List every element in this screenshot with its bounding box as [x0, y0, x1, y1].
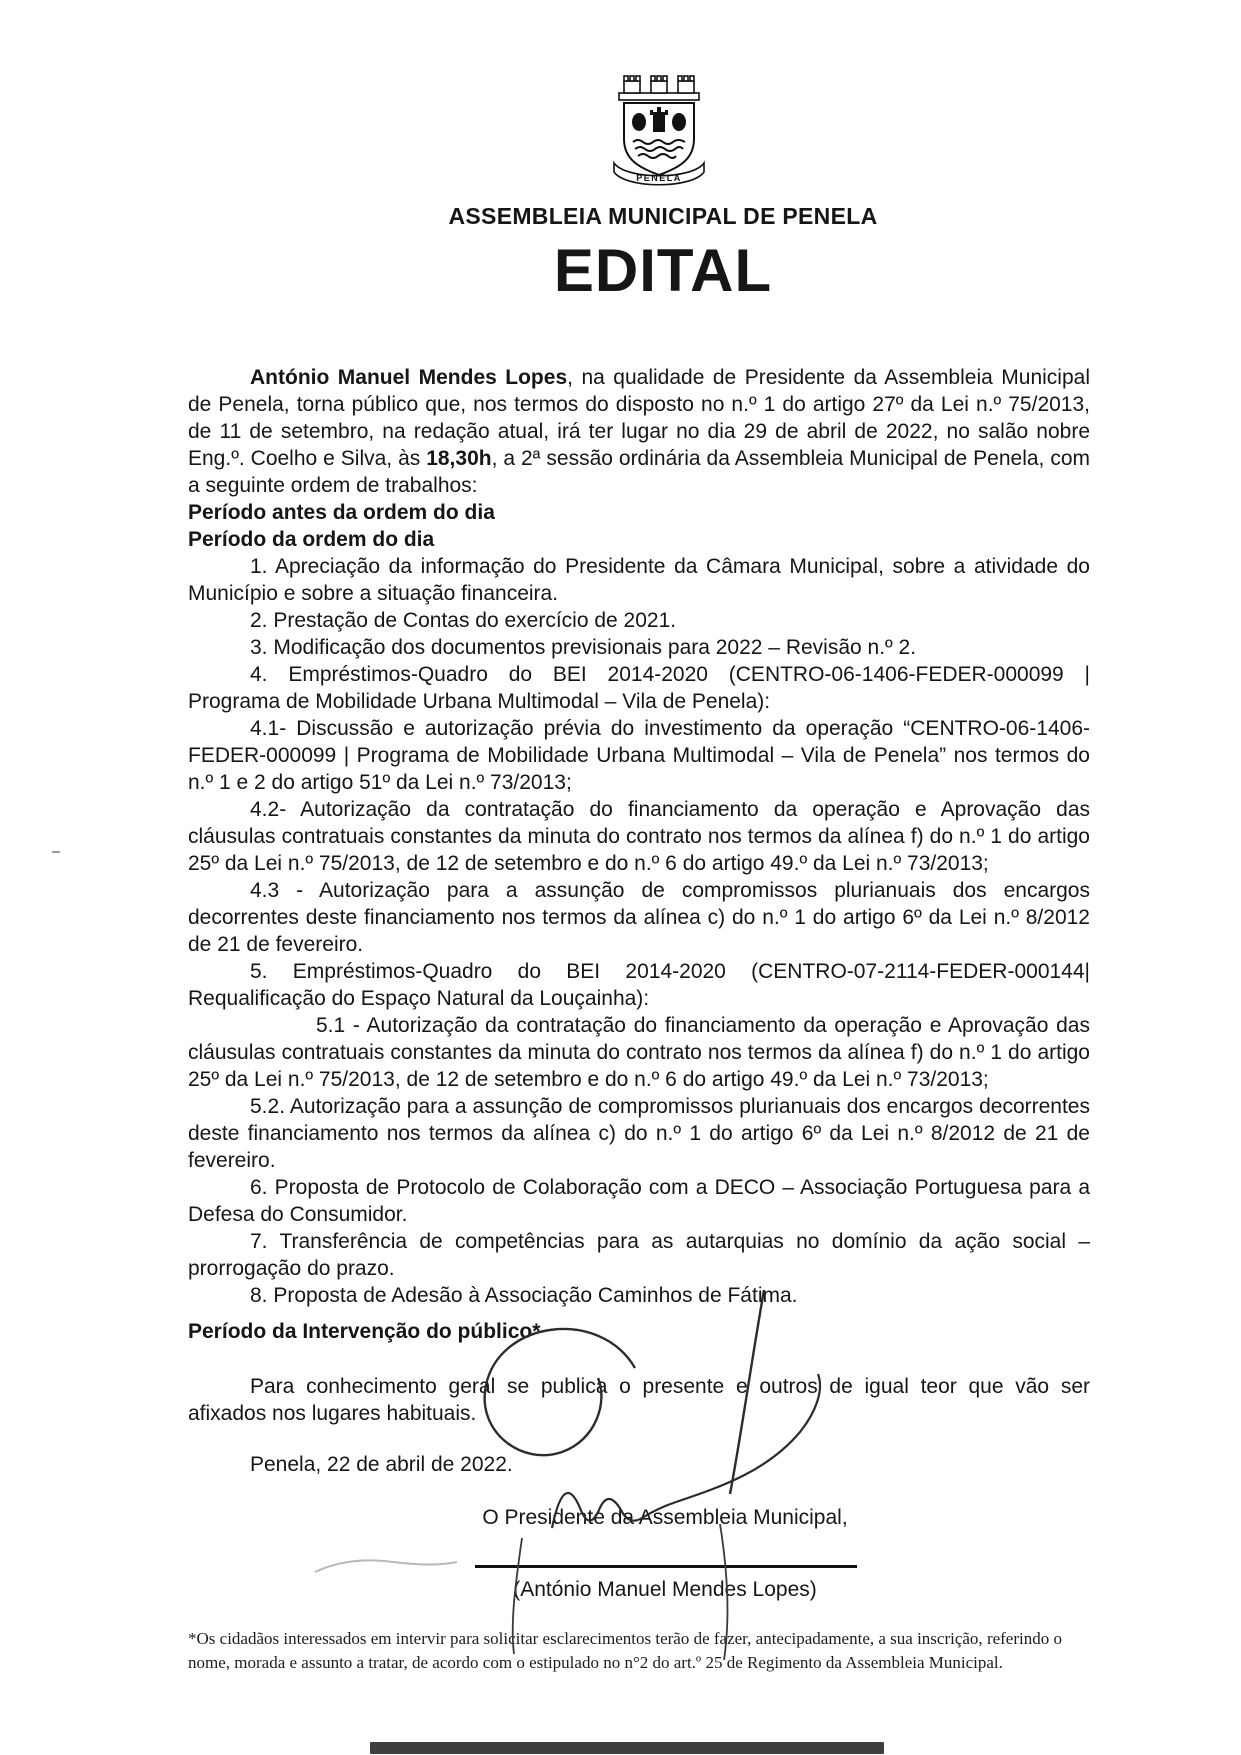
agenda-item-3: 3. Modificação dos documentos previsionais para 2022 – Revisão n.º 2.: [250, 636, 917, 659]
agenda-item-7: 7. Transferência de competências para as autarquias no domínio da ação social – prorrogação do prazo.: [188, 1230, 1090, 1280]
agenda-item-1: 1. Apreciação da informação do Presidente da Câmara Municipal, sobre a atividade do Município e sobre a situação financeira.: [188, 555, 1090, 605]
intro-text-1: , na qualidade de Presidente da Assembleia Municipal de Penela, torna público que, nos termos do disposto no n.º 1 do artigo 27º da Lei n.º 75/2013, de 11 de setembro, na redação atual, irá ter lugar no dia 29 de abril de 2022, no salão nobre Eng.º. Coelho e Silva, às: [188, 366, 1090, 470]
agenda-item-6: 6. Proposta de Protocolo de Colaboração com a DECO – Associação Portuguesa para a Defesa do Consumidor.: [188, 1176, 1090, 1226]
municipal-crest: [600, 70, 718, 192]
document-title: EDITAL: [553, 237, 773, 304]
section-heading-order: Período da ordem do dia: [188, 528, 435, 551]
signature-name: (António Manuel Mendes Lopes): [513, 1578, 817, 1601]
document-tail: [188, 1318, 1090, 1675]
date-line: Penela, 22 de abril de 2022.: [250, 1453, 513, 1476]
agenda-item-2: 2. Prestação de Contas do exercício de 2021.: [250, 609, 677, 632]
president-name: António Manuel Mendes Lopes: [250, 366, 568, 389]
agenda-item-4-3: 4.3 - Autorização para a assunção de compromissos plurianuais dos encargos decorrentes deste financiamento nos termos da alínea c) do n.º 1 do artigo 6º da Lei n.º 8/2012 de 21 de fevereiro.: [188, 879, 1090, 956]
agenda-item-5-2: 5.2. Autorização para a assunção de compromissos plurianuais dos encargos decorrentes deste financiamento nos termos da alínea c) do n.º 1 do artigo 6º da Lei n.º 8/2012 de 21 de fevereiro.: [188, 1095, 1090, 1172]
agenda-item-4-2: 4.2- Autorização da contratação do financiamento da operação e Aprovação das cláusulas contratuais constantes da minuta do contrato nos termos da alínea f) do n.º 1 do artigo 25º da Lei n.º 75/2013, de 12 de setembro e do n.º 6 do artigo 49.º da Lei n.º 73/2013;: [188, 798, 1090, 875]
signature-line: [475, 1565, 857, 1568]
document-body: [188, 364, 1090, 1309]
scan-speck: [52, 851, 60, 853]
agenda-item-4-1: 4.1- Discussão e autorização prévia do investimento da operação “CENTRO-06-1406-FEDER-000099 | Programa de Mobilidade Urbana Multimodal – Vila de Penela” nos termos do n.º 1 e 2 do artigo 51º da Lei n.º 73/2013;: [188, 717, 1090, 794]
intro-text-2: , a 2ª sessão ordinária da Assembleia Municipal de Penela, com a seguinte ordem de trabalhos:: [188, 447, 1090, 497]
footnote: *Os cidadãos interessados em intervir para solicitar esclarecimentos terão de fazer, antecipadamente, a sua inscrição, referindo o nome, morada e assunto a tratar, de acordo com o estipulado no n°2 do art.º 25 de Regimento da Assembleia Municipal.: [188, 1629, 1062, 1672]
session-time: 18,30h: [426, 447, 492, 470]
section-heading-before-order: Período antes da ordem do dia: [188, 501, 495, 524]
mural-crown-icon: [619, 76, 699, 100]
agenda-item-5: 5. Empréstimos-Quadro do BEI 2014-2020 (CENTRO-07-2114-FEDER-000144| Requalificação do Espaço Natural da Louçainha):: [188, 960, 1090, 1010]
section-heading-public-intervention: Período da Intervenção do público*: [188, 1320, 541, 1343]
agenda-item-4: 4. Empréstimos-Quadro do BEI 2014-2020 (CENTRO-06-1406-FEDER-000099 | Programa de Mobilidade Urbana Multimodal – Vila de Penela):: [188, 663, 1090, 713]
agenda-item-8: 8. Proposta de Adesão à Associação Caminhos de Fátima.: [250, 1284, 798, 1307]
agenda-item-5-1: 5.1 - Autorização da contratação do financiamento da operação e Aprovação das cláusulas contratuais constantes da minuta do contrato nos termos da alínea f) do n.º 1 do artigo 25º da Lei n.º 75/2013, de 12 de setembro e do n.º 6 do artigo 49.º da Lei n.º 73/2013;: [188, 1014, 1090, 1091]
closing-paragraph: Para conhecimento geral se publica o presente e outros de igual teor que vão ser afixados nos lugares habituais.: [188, 1375, 1090, 1425]
crest-banner-text: PENELA: [636, 173, 682, 183]
scan-artifact-bar: [370, 1742, 884, 1754]
org-name: ASSEMBLEIA MUNICIPAL DE PENELA: [448, 203, 878, 229]
signature-role: O Presidente da Assembleia Municipal,: [482, 1506, 848, 1529]
intro-paragraph: [188, 364, 1090, 499]
